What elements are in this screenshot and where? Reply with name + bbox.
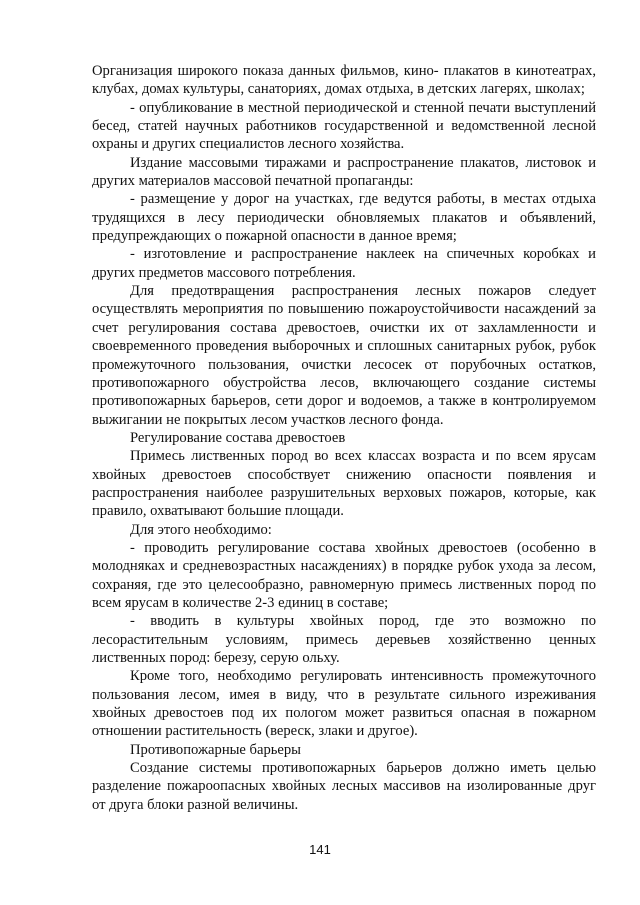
paragraph: Создание системы противопожарных барьеров должно иметь целью разделение пожароопасных хвойных лесных массивов на изолированные друг от друга блоки разной величины. (92, 760, 596, 813)
paragraph: - опубликование в местной периодической и стенной печати выступлений бесед, статей научных работников государственной и ведомственной лесной охраны и других специалистов лесного хозяйства. (92, 99, 596, 153)
body-text (92, 62, 596, 814)
section-heading: Регулирование состава древостоев (130, 429, 346, 446)
paragraph: - изготовление и распространение наклеек на спичечных коробках и других предметов массового потребления. (92, 246, 596, 281)
paragraph: - размещение у дорог на участках, где ведутся работы, в местах отдыха трудящихся в лесу периодически обновляемых плакатов и объявлений, предупреждающих о пожарной опасности в данное время; (92, 191, 596, 245)
page-number: 141 (309, 842, 331, 857)
paragraph: Примесь лиственных пород во всех классах возраста и по всем ярусам хвойных древостоев способствует снижению опасности появления и распространения наиболее разрушительных верховых пожаров, которые, как правило, охватывают большие площади. (92, 448, 596, 520)
paragraph: Кроме того, необходимо регулировать интенсивность промежуточного пользования лесом, имея в виду, что в результате сильного изреживания хвойных древостоев под их пологом может развиться опасная в пожарном отношении растительность (вереск, злаки и другое). (92, 668, 596, 740)
paragraph: - проводить регулирование состава хвойных древостоев (особенно в молодняках и средневозрастных насаждениях) в порядке рубок ухода за лесом, сохраняя, где это целесообразно, равномерную примесь лиственных пород по всем ярусам в количестве 2-3 единиц в составе; (92, 539, 596, 611)
paragraph: - вводить в культуры хвойных пород, где это возможно по лесорастительным условиям, примесь деревьев хозяйственно ценных лиственных пород: березу, серую ольху. (92, 613, 596, 666)
paragraph: Организация широкого показа данных фильмов, кино- плакатов в кинотеатрах, клубах, домах культуры, санаториях, домах отдыха, в детских лагерях, школах; (92, 63, 596, 98)
paragraph: Издание массовыми тиражами и распространение плакатов, листовок и других материалов массовой печатной пропаганды: (92, 154, 596, 190)
paragraph: Для предотвращения распространения лесных пожаров следует осуществлять мероприятия по повышению пожароустойчивости насаждений за счет регулирования состава древостоев, очистки их от захламленности и своевременного проведения выборочных и сплошных санитарных рубок, рубок промежуточного пользования, очистки лесосек от порубочных остатков, противопожарного обустройства лесов, включающего создание системы противопожарных барьеров, сети дорог и водоемов, а также в контролируемом выжигании не покрытых лесом участков лесного фонда. (92, 283, 596, 428)
section-heading: Противопожарные барьеры (130, 741, 301, 758)
paragraph: Для этого необходимо: (130, 521, 272, 538)
